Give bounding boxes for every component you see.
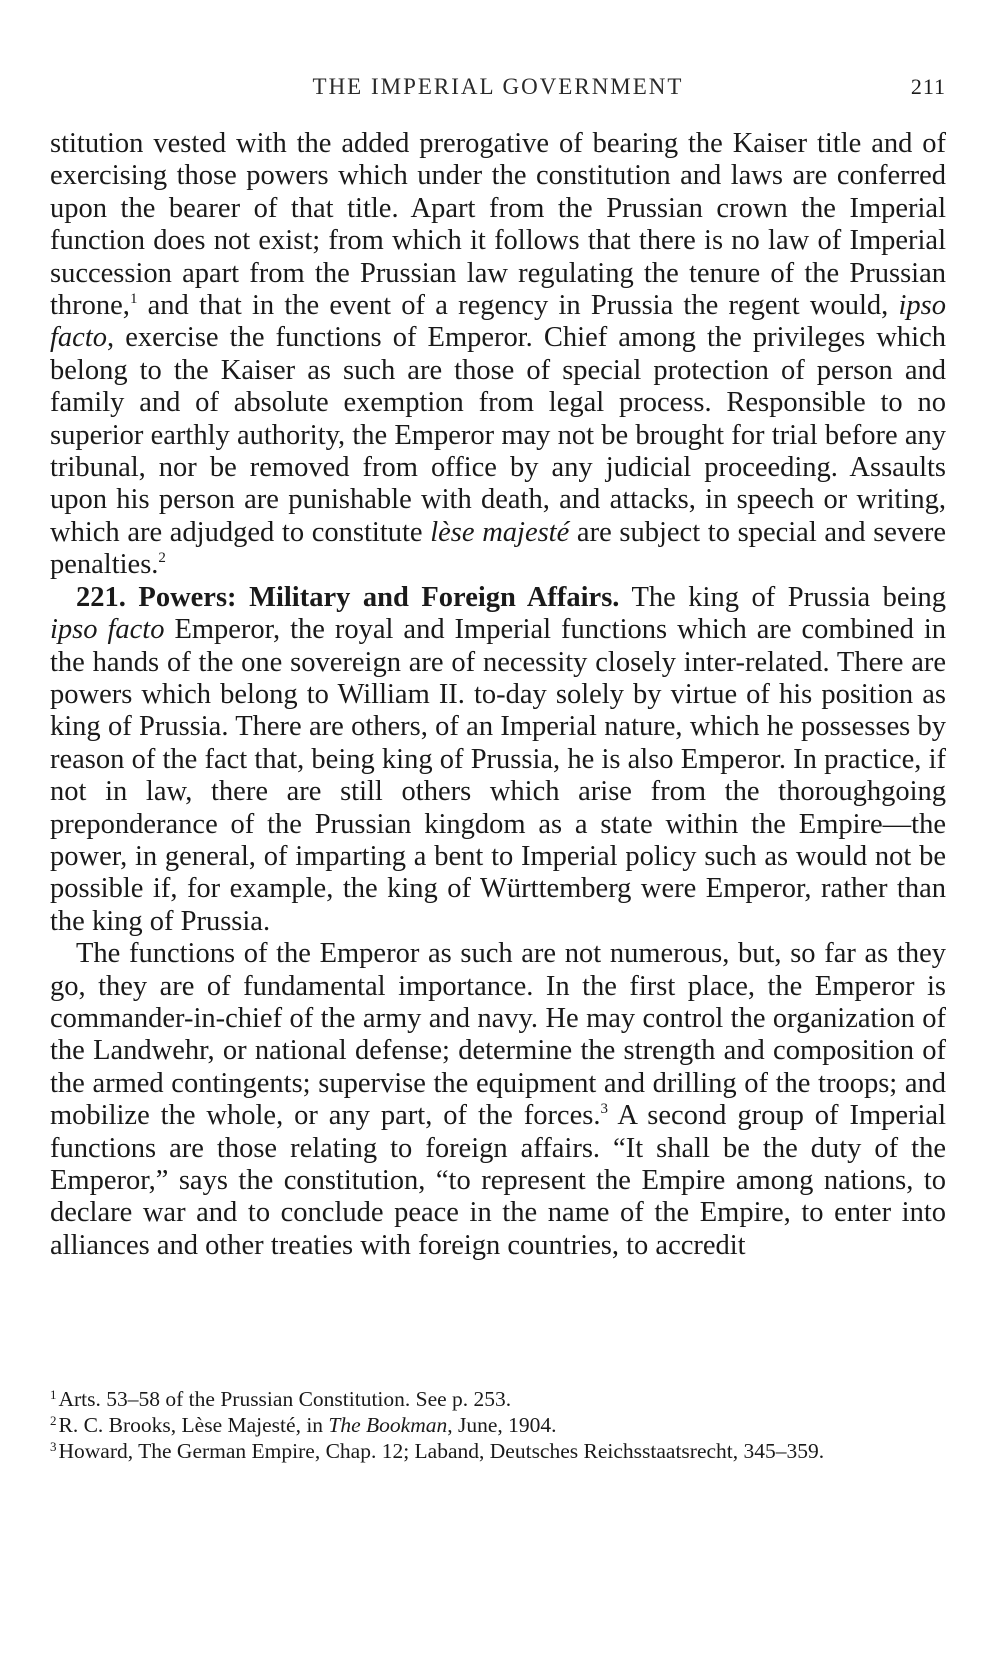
- text-run: The functions of the Emperor as such are not numerous, but, so far as they go, they are of fundamental importance. In the first place, the Emperor is commander-in-chief of the army and navy. He may control the organization of the Landwehr, or national defense; determine the strength and composition of the armed contingents; supervise the equipment and drilling of the troops; and mobilize the whole, or any part, of the forces.: [50, 938, 946, 1132]
- italic-text: The Bookman: [328, 1413, 448, 1437]
- footnote-mark: 2: [50, 1413, 57, 1428]
- footnote-ref: 1: [129, 291, 138, 308]
- italic-text: ipso facto: [50, 614, 165, 646]
- footnote: [50, 1412, 946, 1438]
- footnote: [50, 1438, 946, 1464]
- paragraph: [50, 128, 946, 582]
- text-run: and that in the event of a regency in Prussia the regent would,: [137, 290, 899, 322]
- text-run: , June, 1904.: [447, 1413, 557, 1437]
- italic-text: ipso facto: [50, 290, 946, 354]
- text-run: Arts. 53–58 of the Prussian Constitution. See p. 253.: [58, 1387, 512, 1411]
- footnote-mark: 1: [50, 1387, 57, 1402]
- text-run: stitution vested with the added prerogative of bearing the Kaiser title and of exercising those powers which under the constitution and laws are conferred upon the bearer of that title. Apart from the Prussian crown the Imperial function does not exist; from which it follows that there is no law of Imperial succession apart from the Prussian law regulating the tenure of the Prussian throne,: [50, 128, 946, 322]
- text-run: The king of Prussia being: [619, 581, 946, 613]
- footnotes: [50, 1386, 946, 1464]
- footnote-mark: 3: [50, 1439, 57, 1454]
- text-run: Emperor, the royal and Imperial functions which are combined in the hands of the one sovereign are of necessity closely inter-related. There are powers which belong to William II. to-day solely by virtue of his position as king of Prussia. There are others, of an Imperial nature, which he possesses by reason of the fact that, being king of Prussia, he is also Emperor. In practice, if not in law, there are still others which arise from the thoroughgoing preponderance of the Prussian kingdom as a state within the Empire—the power, in general, of imparting a bent to Imperial policy such as would not be possible if, for example, the king of Württemberg were Emperor, rather than the king of Prussia.: [50, 614, 946, 937]
- paragraph-section-221: [50, 582, 946, 938]
- text-run: R. C. Brooks, Lèse Majesté, in: [58, 1413, 329, 1437]
- running-head: THE IMPERIAL GOVERNMENT: [312, 74, 684, 99]
- page-number: 211: [910, 74, 946, 99]
- section-title: 221. Powers: Military and Foreign Affairs.: [76, 581, 620, 613]
- italic-text: lèse majesté: [430, 516, 570, 548]
- page-header: [50, 74, 946, 110]
- footnote-ref: 3: [600, 1101, 608, 1118]
- text-run: are subject to special and severe penalties.: [50, 516, 946, 581]
- text-run: , exercise the functions of Emperor. Chief among the privileges which belong to the Kaiser as such are those of special protection of person and family and of absolute exemption from legal process. Responsible to no superior earthly authority, the Emperor may not be brought for trial before any tribunal, nor be removed from office by any judicial proceeding. Assaults upon his person are punishable with death, and attacks, in speech or writing, which are adjudged to constitute: [50, 322, 946, 548]
- footnote-ref: 2: [158, 550, 166, 567]
- text-run: Howard, The German Empire, Chap. 12; Laband, Deutsches Reichsstaatsrecht, 345–359.: [58, 1439, 825, 1463]
- text-run: A second group of Imperial functions are those relating to foreign affairs. “It shall be the duty of the Emperor,” says the constitution, “to represent the Empire among nations, to declare war and to conclude peace in the name of the Empire, to enter into alliances and other treaties with foreign countries, to accredit: [50, 1100, 946, 1261]
- paragraph: [50, 938, 946, 1262]
- footnote: [50, 1386, 946, 1412]
- body-text: [50, 128, 946, 1262]
